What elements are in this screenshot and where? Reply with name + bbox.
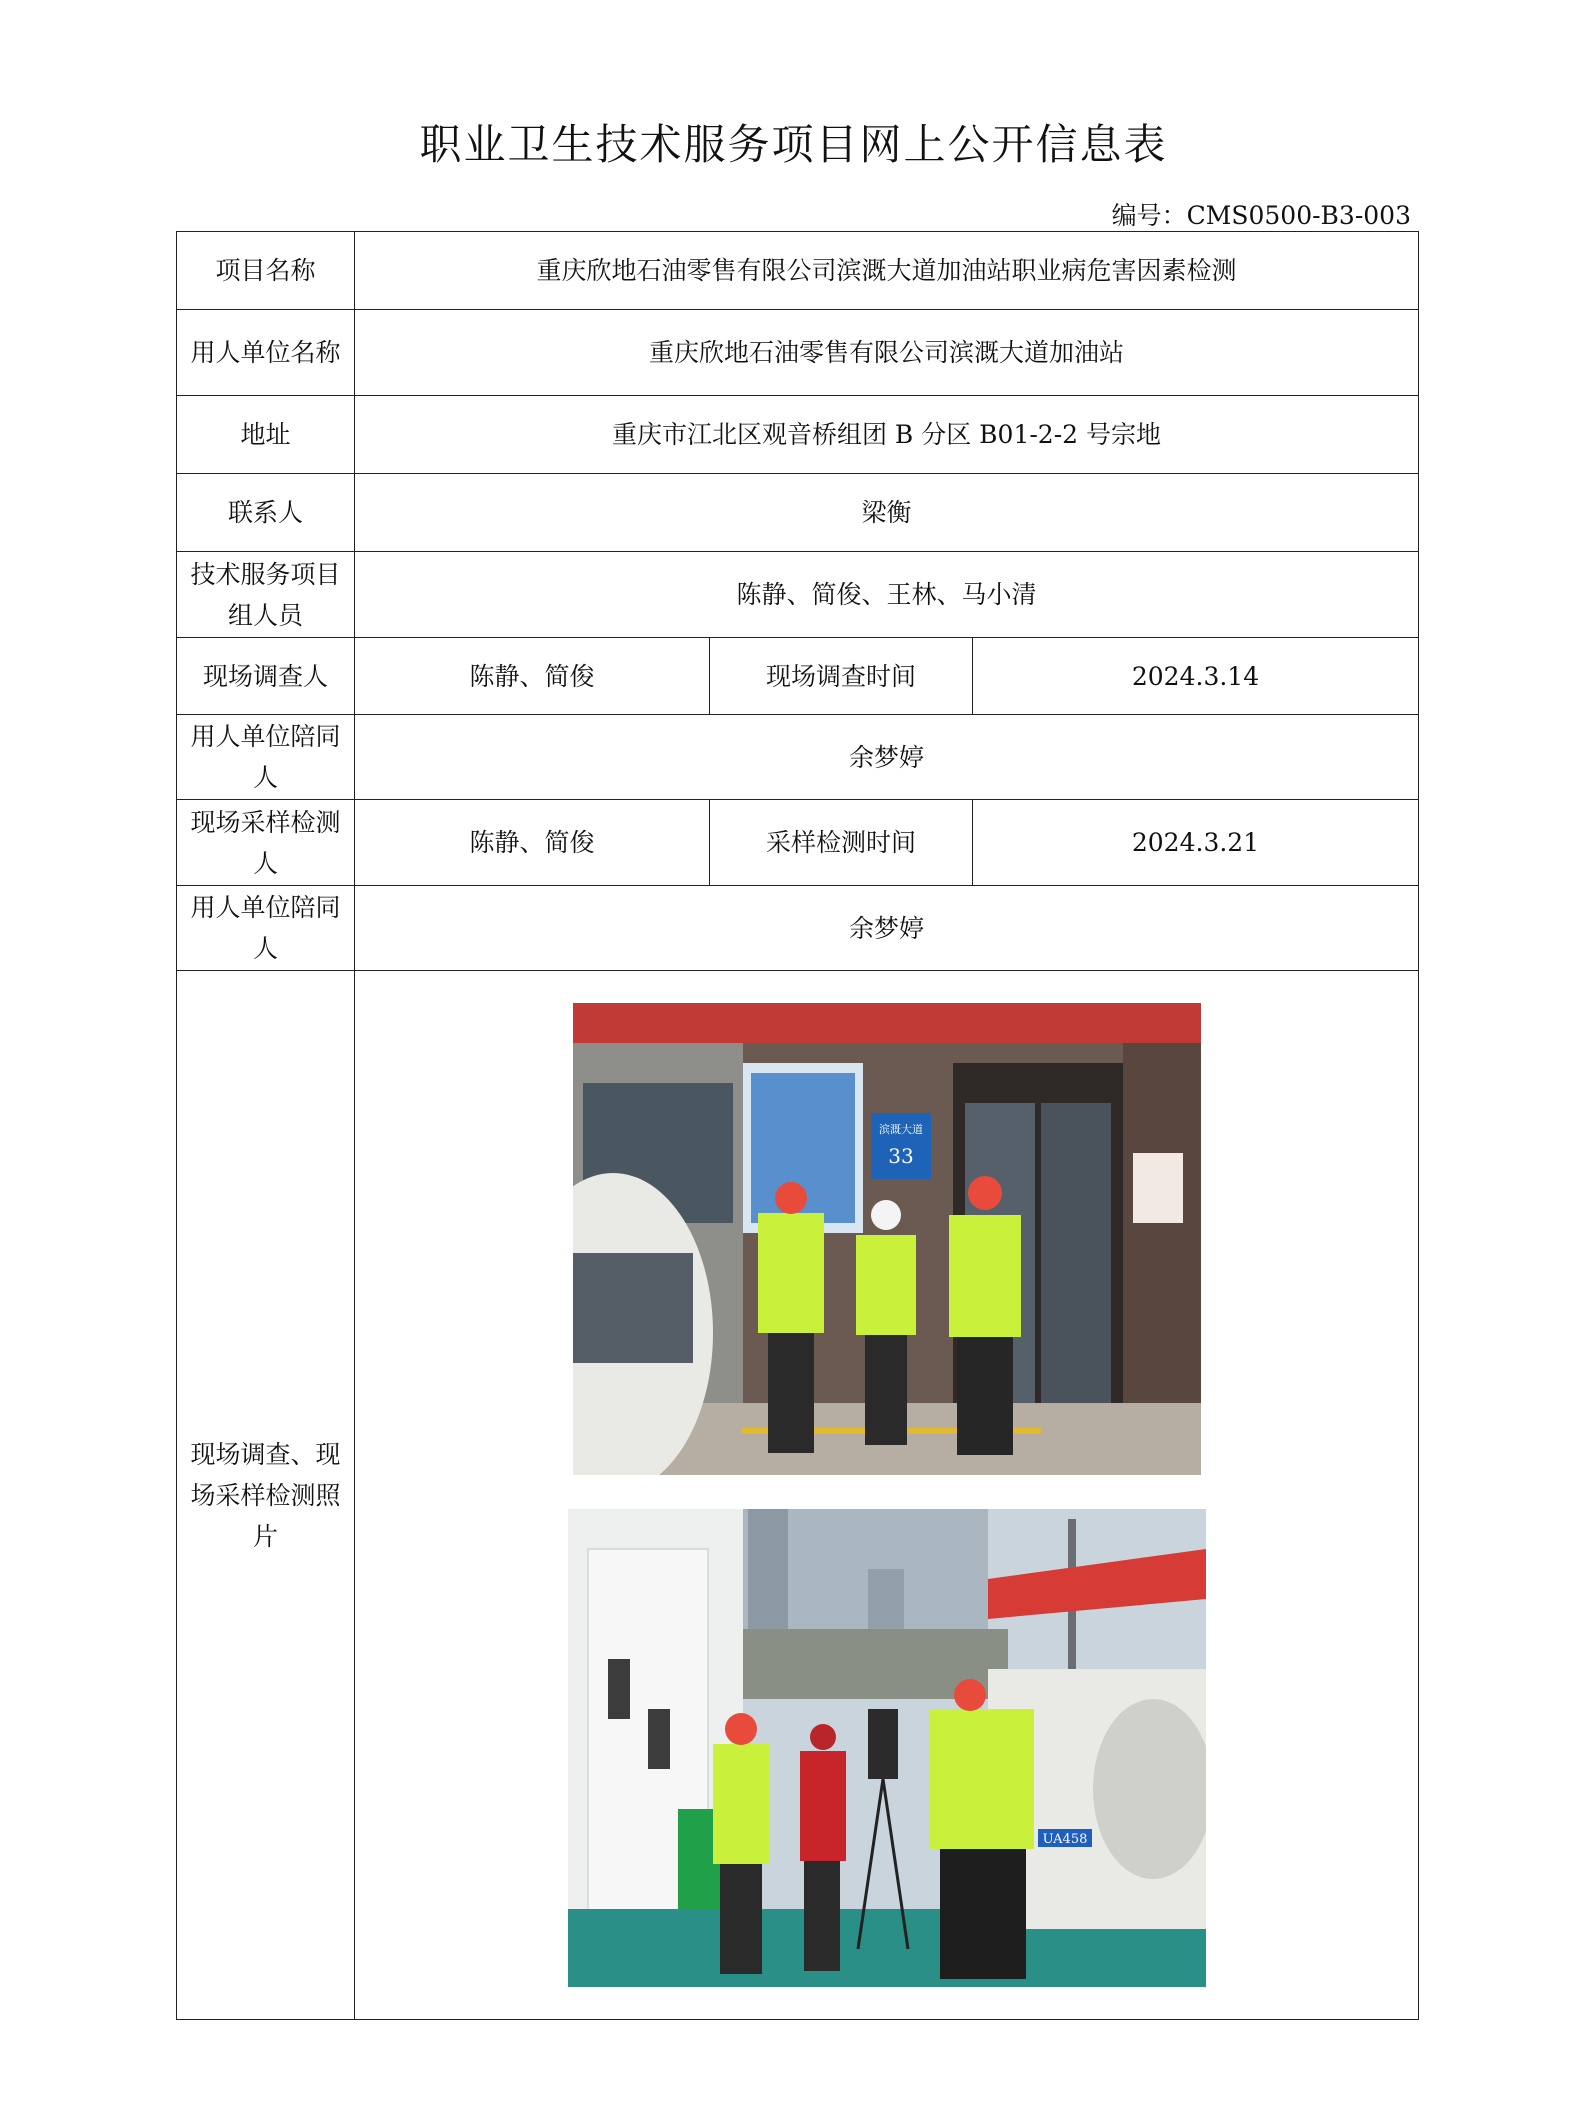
sampling-escort-value: 余梦婷 xyxy=(355,886,1419,971)
sampling-person-label: 现场采样检测人 xyxy=(177,800,355,886)
row-project-name xyxy=(177,232,1419,310)
project-name-label: 项目名称 xyxy=(177,232,355,310)
row-sampling-escort xyxy=(177,886,1419,971)
road-sign-name: 滨溉大道 xyxy=(878,1123,923,1136)
team-label: 技术服务项目组人员 xyxy=(177,552,355,638)
road-sign-number: 33 xyxy=(887,1144,914,1168)
sampling-photo-image xyxy=(568,1509,1206,1987)
row-address xyxy=(177,396,1419,474)
team-value: 陈静、简俊、王林、马小清 xyxy=(355,552,1419,638)
sampling-time-value: 2024.3.21 xyxy=(973,800,1419,886)
row-sampling xyxy=(177,800,1419,886)
photos-cell xyxy=(355,971,1419,2020)
survey-time-label: 现场调查时间 xyxy=(710,638,973,715)
sampling-escort-label: 用人单位陪同人 xyxy=(177,886,355,971)
project-name-value: 重庆欣地石油零售有限公司滨溉大道加油站职业病危害因素检测 xyxy=(355,232,1419,310)
survey-time-value: 2024.3.14 xyxy=(973,638,1419,715)
address-value: 重庆市江北区观音桥组团 B 分区 B01-2-2 号宗地 xyxy=(355,396,1419,474)
row-photos xyxy=(177,971,1419,2020)
contact-value: 梁衡 xyxy=(355,474,1419,552)
info-table xyxy=(176,231,1419,2020)
survey-photo xyxy=(573,1003,1201,1475)
sampling-person-value: 陈静、简俊 xyxy=(355,800,710,886)
page-title: 职业卫生技术服务项目网上公开信息表 xyxy=(419,120,1168,169)
survey-person-value: 陈静、简俊 xyxy=(355,638,710,715)
address-label: 地址 xyxy=(177,396,355,474)
row-contact xyxy=(177,474,1419,552)
survey-person-label: 现场调查人 xyxy=(177,638,355,715)
contact-label: 联系人 xyxy=(177,474,355,552)
employer-label: 用人单位名称 xyxy=(177,310,355,396)
row-survey xyxy=(177,638,1419,715)
sampling-time-label: 采样检测时间 xyxy=(710,800,973,886)
license-plate: UA458 xyxy=(1042,1832,1087,1847)
row-team xyxy=(177,552,1419,638)
sampling-photo xyxy=(568,1509,1206,1987)
row-employer xyxy=(177,310,1419,396)
document-number: 编号：CMS0500-B3-003 xyxy=(1111,201,1411,230)
survey-escort-label: 用人单位陪同人 xyxy=(177,715,355,800)
survey-escort-value: 余梦婷 xyxy=(355,715,1419,800)
row-survey-escort xyxy=(177,715,1419,800)
employer-value: 重庆欣地石油零售有限公司滨溉大道加油站 xyxy=(355,310,1419,396)
photos-label: 现场调查、现场采样检测照片 xyxy=(177,971,355,2020)
survey-photo-image xyxy=(573,1003,1201,1475)
